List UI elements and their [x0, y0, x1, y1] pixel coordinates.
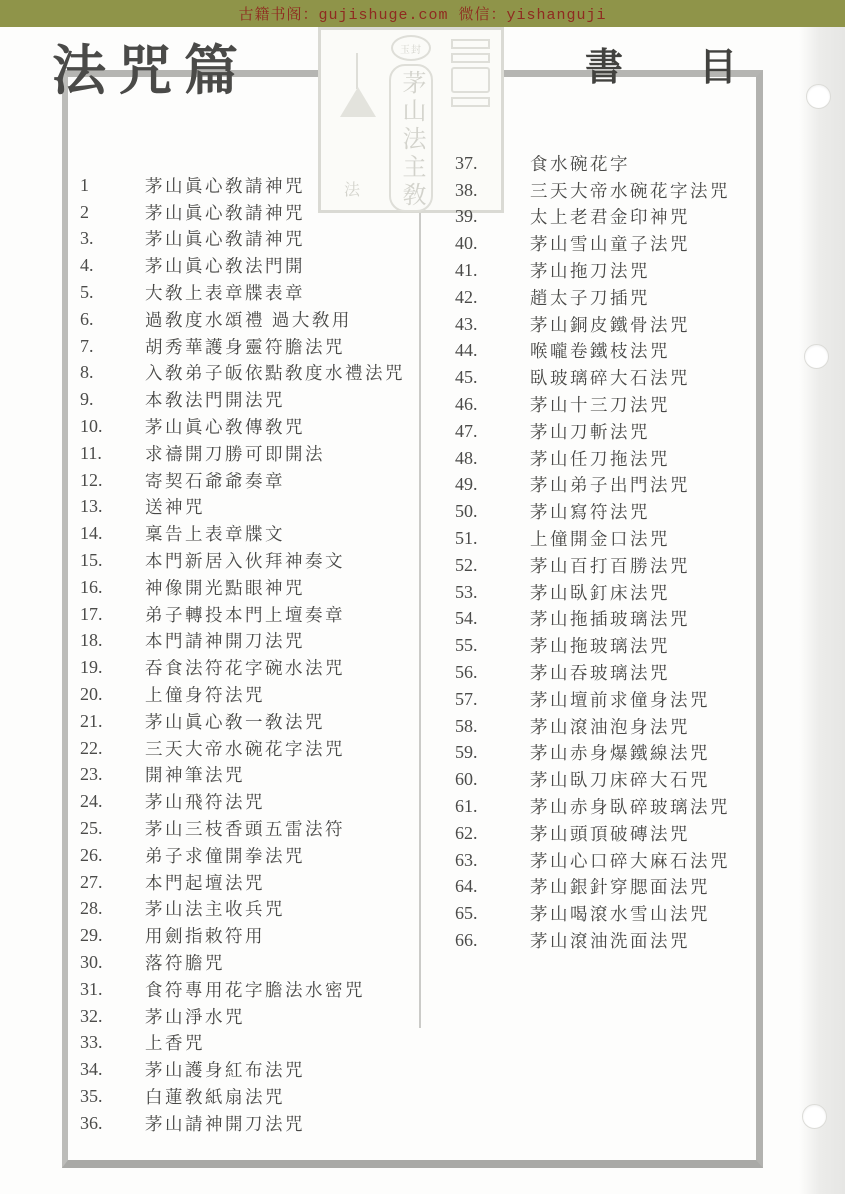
list-item — [455, 606, 765, 633]
list-item — [455, 338, 765, 365]
item-title: 茅山拖插玻璃法咒 — [530, 609, 690, 630]
item-title: 求禱開刀勝可即開法 — [145, 443, 325, 464]
item-number: 54. — [455, 608, 478, 629]
list-item — [80, 386, 415, 413]
item-title: 三天大帝水碗花字法咒 — [530, 180, 730, 201]
item-number: 63. — [455, 849, 478, 870]
list-item — [80, 896, 415, 923]
item-number: 18. — [80, 630, 103, 651]
item-number: 49. — [455, 474, 478, 495]
section-title — [585, 36, 737, 91]
list-item — [455, 820, 765, 847]
section-char-1: 書 — [585, 47, 624, 89]
item-number: 57. — [455, 688, 478, 709]
item-number: 60. — [455, 769, 478, 790]
item-number: 14. — [80, 523, 103, 544]
item-title: 茅山壇前求僮身法咒 — [530, 689, 710, 710]
seal-decoration — [451, 39, 490, 49]
item-number: 59. — [455, 742, 478, 763]
item-title: 茅山拖玻璃法咒 — [530, 636, 670, 657]
list-item — [80, 226, 415, 253]
item-title: 茅山臥刀床碎大石咒 — [530, 770, 710, 791]
item-title: 茅山雪山童子法咒 — [530, 234, 690, 255]
item-number: 29. — [80, 925, 103, 946]
item-number: 15. — [80, 550, 103, 571]
list-item — [455, 766, 765, 793]
list-item — [80, 788, 415, 815]
item-title: 開神筆法咒 — [145, 765, 245, 786]
item-number: 1 — [80, 174, 89, 195]
list-item — [80, 520, 415, 547]
item-number: 26. — [80, 844, 103, 865]
item-title: 茅山三枝香頭五雷法符 — [145, 819, 345, 840]
list-item — [80, 601, 415, 628]
item-title: 茅山法主收兵咒 — [145, 899, 285, 920]
item-number: 39. — [455, 206, 478, 227]
item-title: 茅山十三刀法咒 — [530, 395, 670, 416]
list-item — [455, 847, 765, 874]
item-number: 53. — [455, 581, 478, 602]
list-item — [80, 252, 415, 279]
item-title: 大敎上表章牒表章 — [145, 283, 305, 304]
item-number: 50. — [455, 501, 478, 522]
item-title: 入敎弟子皈依點敎度水禮法咒 — [145, 363, 405, 384]
item-number: 38. — [455, 179, 478, 200]
list-item — [455, 391, 765, 418]
list-item — [455, 230, 765, 257]
list-item — [80, 976, 415, 1003]
item-title: 寄契石爺爺奏章 — [145, 470, 285, 491]
list-item — [80, 1030, 415, 1057]
list-item — [455, 713, 765, 740]
item-title: 本敎法門開法咒 — [145, 390, 285, 411]
item-number: 13. — [80, 496, 103, 517]
item-title: 送神咒 — [145, 497, 205, 518]
list-item — [80, 735, 415, 762]
list-item — [80, 869, 415, 896]
item-number: 41. — [455, 260, 478, 281]
list-item — [455, 525, 765, 552]
item-number: 4. — [80, 255, 94, 276]
toc-left — [80, 172, 415, 1137]
item-title: 落符膽咒 — [145, 953, 225, 973]
item-number: 51. — [455, 528, 478, 549]
list-item — [80, 467, 415, 494]
seal-crown: 玉封 — [391, 35, 431, 61]
item-title: 白蓮敎紙扇法咒 — [145, 1086, 285, 1107]
list-item — [455, 311, 765, 338]
item-number: 6. — [80, 308, 94, 329]
list-item — [455, 364, 765, 391]
list-item — [80, 922, 415, 949]
seal-decoration — [451, 97, 490, 107]
list-item — [455, 150, 765, 177]
item-title: 上香咒 — [145, 1033, 205, 1054]
item-number: 8. — [80, 362, 94, 383]
list-item — [455, 686, 765, 713]
item-title: 茅山眞心敎法門開 — [145, 256, 305, 277]
item-title: 食符專用花字膽法水密咒 — [145, 979, 365, 1000]
item-number: 65. — [455, 903, 478, 924]
item-number: 31. — [80, 978, 103, 999]
item-number: 21. — [80, 710, 103, 731]
item-title: 用劍指敕符用 — [145, 926, 265, 947]
item-title: 茅山赤身臥碎玻璃法咒 — [530, 797, 730, 818]
item-number: 47. — [455, 420, 478, 441]
list-item — [80, 1003, 415, 1030]
item-number: 25. — [80, 818, 103, 839]
item-number: 23. — [80, 764, 103, 785]
scan-edge — [799, 27, 845, 1194]
item-title: 胡秀華護身靈符膽法咒 — [145, 336, 345, 357]
item-title: 本門起壇法咒 — [145, 872, 265, 893]
list-item — [455, 498, 765, 525]
item-title: 茅山淨水咒 — [145, 1006, 245, 1027]
item-number: 66. — [455, 930, 478, 950]
item-number: 2 — [80, 201, 89, 222]
item-title: 茅山護身紅布法咒 — [145, 1060, 305, 1081]
list-item — [80, 279, 415, 306]
item-number: 7. — [80, 335, 94, 356]
item-number: 19. — [80, 657, 103, 678]
item-number: 33. — [80, 1032, 103, 1053]
item-number: 46. — [455, 394, 478, 415]
list-item — [80, 842, 415, 869]
list-item — [455, 632, 765, 659]
item-number: 36. — [80, 1112, 103, 1133]
seal-text: 茅山法主敎 — [398, 70, 424, 210]
item-title: 茅山吞玻璃法咒 — [530, 663, 670, 684]
item-number: 35. — [80, 1085, 103, 1106]
item-title: 喉嚨卷鐵枝法咒 — [530, 341, 670, 362]
item-title: 茅山喝滾水雪山法咒 — [530, 904, 710, 925]
list-item — [80, 1083, 415, 1110]
list-item — [80, 708, 415, 735]
list-item — [80, 306, 415, 333]
item-number: 3. — [80, 228, 94, 249]
list-item — [455, 257, 765, 284]
list-item — [455, 204, 765, 231]
item-title: 茅山心口碎大麻石法咒 — [530, 850, 730, 871]
list-item — [80, 628, 415, 655]
item-title: 弟子求僮開拳法咒 — [145, 845, 305, 866]
item-number: 44. — [455, 340, 478, 361]
item-number: 52. — [455, 554, 478, 575]
watermark-banner — [0, 0, 845, 27]
item-number: 40. — [455, 233, 478, 254]
item-title: 茅山飛符法咒 — [145, 792, 265, 813]
item-title: 茅山眞心敎傳敎咒 — [145, 417, 305, 438]
item-title: 過敎度水頌禮 過大敎用 — [145, 309, 352, 330]
column-divider — [419, 78, 421, 1028]
item-title: 吞食法符花字碗水法咒 — [145, 658, 345, 679]
list-item — [455, 793, 765, 820]
item-title: 茅山眞心敎請神咒 — [145, 175, 305, 196]
list-item — [455, 927, 765, 954]
item-title: 茅山請神開刀法咒 — [145, 1113, 305, 1134]
item-number: 16. — [80, 576, 103, 597]
item-number: 34. — [80, 1059, 103, 1080]
list-item — [455, 740, 765, 767]
item-number: 48. — [455, 447, 478, 468]
toc-right — [455, 150, 765, 954]
list-item — [80, 762, 415, 789]
list-item — [80, 815, 415, 842]
item-title: 茅山眞心敎一敎法咒 — [145, 711, 325, 732]
seal-decoration — [356, 53, 358, 89]
item-number: 43. — [455, 313, 478, 334]
list-item — [80, 413, 415, 440]
item-title: 茅山銀針穿腮面法咒 — [530, 877, 710, 898]
item-number: 5. — [80, 282, 94, 303]
list-item — [455, 579, 765, 606]
item-title: 稟告上表章牒文 — [145, 524, 285, 545]
item-title: 茅山刀斬法咒 — [530, 421, 650, 442]
item-title: 茅山眞心敎請神咒 — [145, 202, 305, 223]
item-title: 臥玻璃碎大石法咒 — [530, 368, 690, 389]
item-title: 神像開光點眼神咒 — [145, 577, 305, 598]
item-number: 56. — [455, 662, 478, 683]
hole-punch — [802, 1104, 827, 1129]
item-title: 茅山拖刀法咒 — [530, 261, 650, 282]
item-title: 食水碗花字 — [530, 153, 630, 174]
list-item — [80, 360, 415, 387]
item-title: 茅山滾油洗面法咒 — [530, 931, 690, 951]
list-item — [455, 874, 765, 901]
hole-punch — [806, 84, 831, 109]
item-title: 本門請神開刀法咒 — [145, 631, 305, 652]
seal-decoration — [451, 53, 490, 63]
list-item — [80, 199, 415, 226]
list-item — [455, 472, 765, 499]
item-title: 茅山頭頂破磚法咒 — [530, 823, 690, 844]
item-number: 61. — [455, 796, 478, 817]
item-number: 64. — [455, 876, 478, 897]
item-title: 茅山赤身爆鐵線法咒 — [530, 743, 710, 764]
list-item — [80, 574, 415, 601]
item-number: 37. — [455, 152, 478, 173]
list-item — [455, 445, 765, 472]
section-char-2: 目 — [698, 47, 737, 89]
item-title: 上僮開金口法咒 — [530, 529, 670, 550]
item-title: 茅山弟子出門法咒 — [530, 475, 690, 496]
item-title: 弟子轉投本門上壇奏章 — [145, 604, 345, 625]
list-item — [80, 1056, 415, 1083]
item-number: 28. — [80, 898, 103, 919]
seal-decoration — [451, 67, 490, 93]
list-item — [80, 440, 415, 467]
list-item — [80, 333, 415, 360]
item-title: 茅山百打百勝法咒 — [530, 555, 690, 576]
item-title: 上僮身符法咒 — [145, 685, 265, 706]
item-number: 17. — [80, 603, 103, 624]
item-number: 62. — [455, 822, 478, 843]
list-item — [80, 172, 415, 199]
item-title: 茅山銅皮鐵骨法咒 — [530, 314, 690, 335]
item-number: 30. — [80, 952, 103, 972]
list-item — [80, 654, 415, 681]
seal-side-glyph: 法 — [344, 182, 361, 199]
item-number: 11. — [80, 442, 102, 463]
item-number: 32. — [80, 1005, 103, 1026]
item-number: 45. — [455, 367, 478, 388]
list-item — [455, 418, 765, 445]
item-title: 茅山眞心敎請神咒 — [145, 229, 305, 250]
list-item — [80, 547, 415, 574]
item-title: 茅山任刀拖法咒 — [530, 448, 670, 469]
item-number: 24. — [80, 791, 103, 812]
list-item — [455, 900, 765, 927]
item-title: 茅山寫符法咒 — [530, 502, 650, 523]
banner-text: 古籍书阁：gujishuge.com 微信：yishanguji — [238, 7, 607, 24]
item-title: 趙太子刀插咒 — [530, 287, 650, 308]
list-item — [455, 659, 765, 686]
list-item — [80, 949, 415, 976]
item-number: 12. — [80, 469, 103, 490]
item-title: 太上老君金印神咒 — [530, 207, 690, 228]
item-number: 55. — [455, 635, 478, 656]
seal-bell-shape — [340, 87, 376, 117]
list-item — [80, 494, 415, 521]
item-number: 22. — [80, 737, 103, 758]
list-item — [80, 681, 415, 708]
item-number: 27. — [80, 871, 103, 892]
list-item — [80, 1110, 415, 1137]
item-number: 9. — [80, 389, 94, 410]
item-title: 本門新居入伙拜神奏文 — [145, 551, 345, 572]
list-item — [455, 284, 765, 311]
item-number: 58. — [455, 715, 478, 736]
item-title: 茅山滾油泡身法咒 — [530, 716, 690, 737]
item-number: 42. — [455, 286, 478, 307]
item-number: 10. — [80, 416, 103, 437]
list-item — [455, 552, 765, 579]
item-title: 三天大帝水碗花字法咒 — [145, 738, 345, 759]
hole-punch — [804, 344, 829, 369]
item-number: 20. — [80, 684, 103, 705]
list-item — [455, 177, 765, 204]
item-title: 茅山臥釘床法咒 — [530, 582, 670, 603]
page-title: 法咒篇 — [52, 41, 250, 101]
